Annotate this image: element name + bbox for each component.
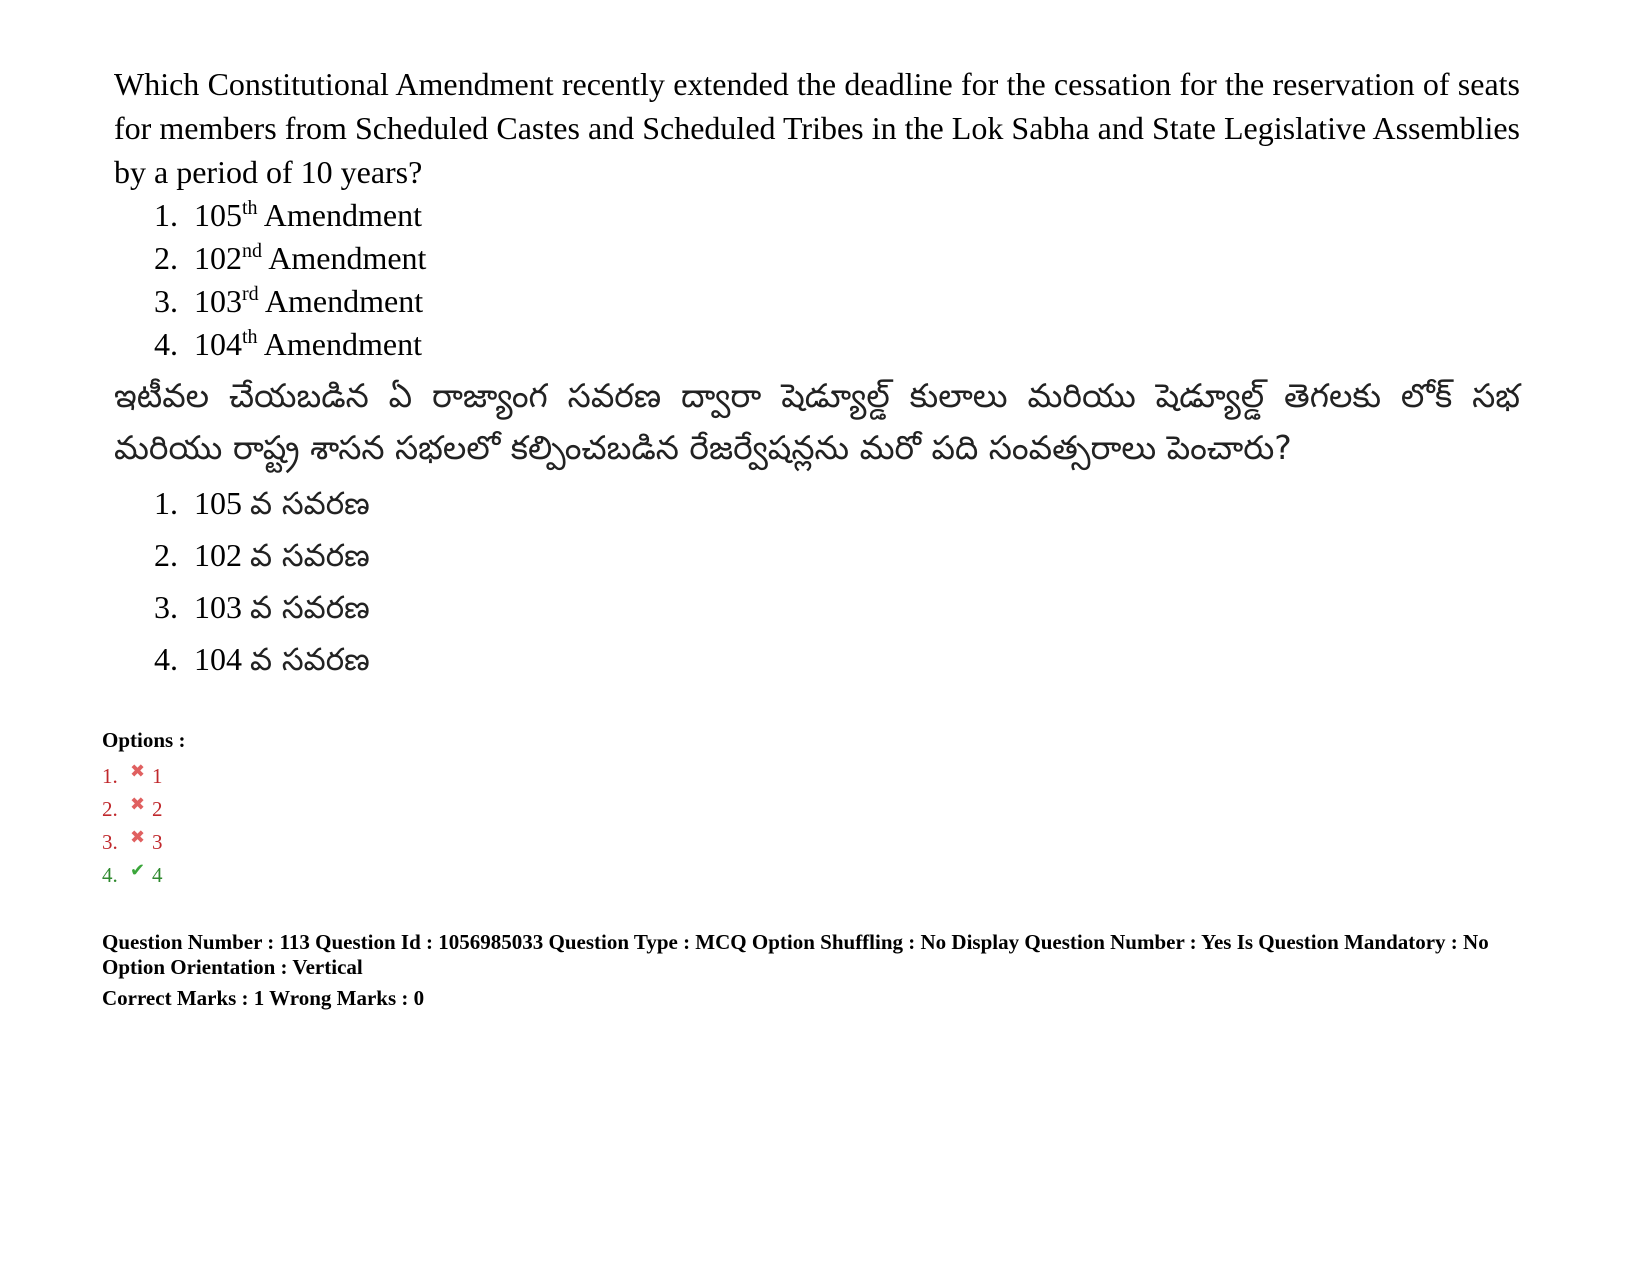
question-text-english: Which Constitutional Amendment recently extended the deadline for the cessation for the reservation of seats for members from Scheduled Castes and Scheduled Tribes in the Lok Sabha and State Legislative Assemblies by a period of 10 years?	[114, 66, 1520, 190]
option-row-1: 1. ✖ 1	[102, 760, 185, 793]
question-metadata	[102, 930, 1552, 1011]
cross-icon: ✖	[130, 794, 146, 815]
check-icon: ✔	[130, 860, 146, 881]
choice-item: 2. 102 వ సవరణ	[154, 537, 370, 574]
question-block	[114, 62, 1520, 686]
choice-item: 2. 102nd Amendment	[154, 240, 427, 276]
question-text-telugu: ఇటీవల చేయబడిన ఏ రాజ్యాంగ సవరణ ద్వారా షెడ్యూల్డ్ కులాలు మరియు షెడ్యూల్డ్ తెగలకు లోక్ సభ మరియు రాష్ట్ర శాసన సభలలో కల్పించబడిన రేజర్వేషన్లను మరో పది సంవత్సరాలు పెంచారు?	[114, 376, 1520, 467]
choice-list-telugu	[114, 478, 1520, 686]
choice-item: 4. 104th Amendment	[154, 326, 422, 362]
choice-item: 3. 103rd Amendment	[154, 283, 424, 319]
choice-item: 3. 103 వ సవరణ	[154, 589, 370, 626]
options-title: Options :	[102, 728, 186, 752]
choice-item: 1. 105th Amendment	[154, 197, 422, 233]
question-details: Question Number : 113 Question Id : 1056985033 Question Type : MCQ Option Shuffling : No Display Question Number : Yes Is Question Mandatory : No Option Orientation : Vertical	[102, 930, 1489, 979]
choice-list-english	[114, 194, 1520, 366]
choice-item: 4. 104 వ సవరణ	[154, 641, 370, 678]
option-row-2: 2. ✖ 2	[102, 793, 185, 826]
option-row-3: 3. ✖ 3	[102, 826, 185, 859]
cross-icon: ✖	[130, 827, 146, 848]
choice-item: 1. 105 వ సవరణ	[154, 485, 370, 522]
options-block	[102, 726, 185, 892]
cross-icon: ✖	[130, 761, 146, 782]
marks-info: Correct Marks : 1 Wrong Marks : 0	[102, 986, 425, 1010]
option-row-4: 4. ✔ 4	[102, 859, 185, 892]
